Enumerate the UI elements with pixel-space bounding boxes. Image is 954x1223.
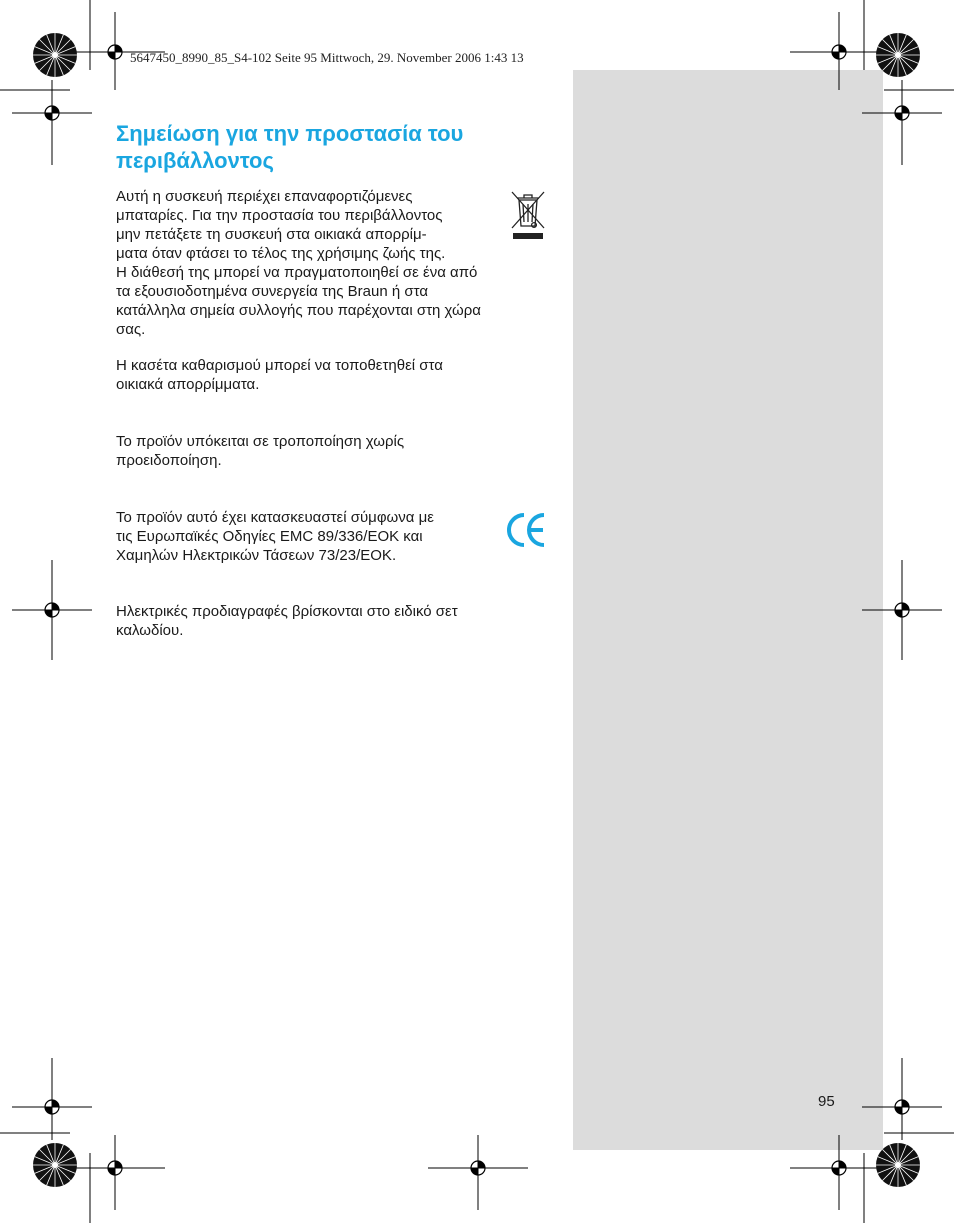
text-line: καλωδίου. bbox=[116, 622, 184, 639]
crossed-out-wheelie-bin-icon bbox=[510, 190, 546, 242]
text-line: Το προϊόν αυτό έχει κατασκευαστεί σύμφωνα με bbox=[116, 509, 434, 526]
page-number: 95 bbox=[818, 1093, 835, 1110]
text-line: Χαμηλών Ηλεκτρικών Τάσεων 73/23/ΕΟΚ. bbox=[116, 547, 397, 564]
text-line: μην πετάξετε τη συσκευή στα οικιακά απορρίμ- bbox=[116, 226, 427, 243]
page-title bbox=[116, 120, 556, 174]
battery-paragraph bbox=[116, 187, 481, 339]
print-slug: 5647450_8990_85_S4-102 Seite 95 Mittwoch, 29. November 2006 1:43 13 bbox=[130, 50, 524, 65]
text-line: ματα όταν φτάσει το τέλος της χρήσιμης ζωής της. bbox=[116, 245, 446, 262]
cassette-paragraph bbox=[116, 356, 443, 394]
ce-mark-icon bbox=[506, 510, 548, 550]
text-line: οικιακά απορρίμματα. bbox=[116, 376, 260, 393]
text-line: προειδοποίηση. bbox=[116, 452, 222, 469]
text-line: Ηλεκτρικές προδιαγραφές βρίσκονται στο ειδικό σετ bbox=[116, 603, 458, 620]
text-line: μπαταρίες. Για την προστασία του περιβάλλοντος bbox=[116, 207, 443, 224]
title-line: περιβάλλοντος bbox=[116, 148, 274, 173]
text-line: τις Ευρωπαϊκές Οδηγίες EMC 89/336/ΕΟΚ και bbox=[116, 528, 423, 545]
title-line: Σημείωση για την προστασία του bbox=[116, 121, 464, 146]
text-line: Η κασέτα καθαρισμού μπορεί να τοποθετηθεί στα bbox=[116, 357, 443, 374]
text-line: Το προϊόν υπόκειται σε τροποποίηση χωρίς bbox=[116, 433, 405, 450]
text-line: Η διάθεσή της μπορεί να πραγματοποιηθεί σε ένα από bbox=[116, 264, 478, 281]
ce-paragraph bbox=[116, 508, 434, 565]
text-line: κατάλληλα σημεία συλλογής που παρέχονται στη χώρα bbox=[116, 302, 481, 319]
change-paragraph bbox=[116, 432, 404, 470]
text-line: Αυτή η συσκευή περιέχει επαναφορτιζόμενες bbox=[116, 188, 413, 205]
electrical-paragraph bbox=[116, 602, 458, 640]
text-line: τα εξουσιοδοτημένα συνεργεία της Braun ή στα bbox=[116, 283, 428, 300]
text-line: σας. bbox=[116, 321, 146, 338]
